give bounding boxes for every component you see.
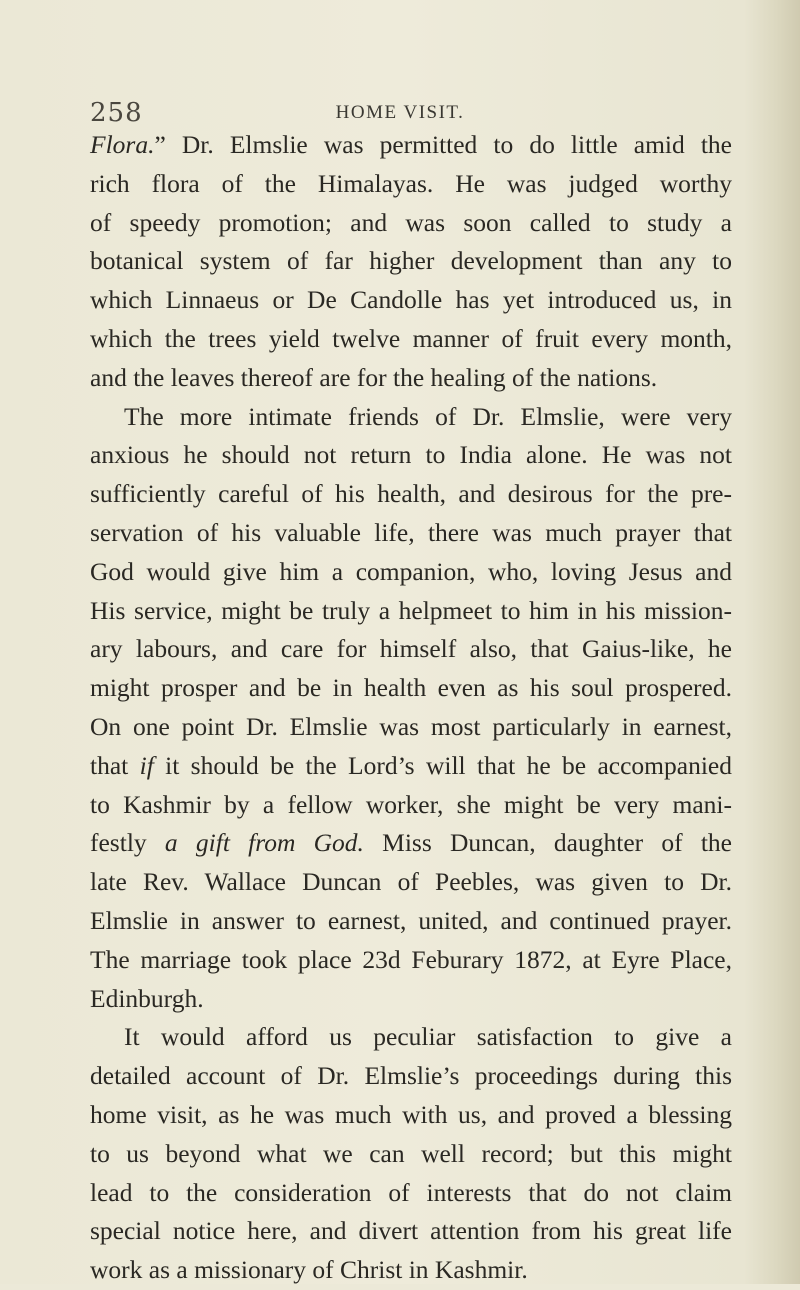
text-line: Flora.” Dr. Elmslie was permitted to do little amid the — [90, 130, 732, 159]
text-line: Elmslie in answer to earnest, united, and continued prayer. — [90, 905, 732, 935]
text-line: The marriage took place 23d Feburary 1872, at Eyre Place, — [90, 944, 732, 974]
text-line: of speedy promotion; and was soon called to study a — [90, 207, 732, 237]
text-line: detailed account of Dr. Elmslie’s proceedings during this — [90, 1061, 732, 1091]
text-line: to Kashmir by a fellow worker, she might be very mani- — [90, 789, 732, 819]
text-line: God would give him a companion, who, loving Jesus and — [90, 556, 732, 586]
text-line: lead to the consideration of interests that do not claim — [90, 1177, 732, 1207]
text-line: ary labours, and care for himself also, that Gaius-like, he — [90, 634, 732, 664]
text-line: late Rev. Wallace Duncan of Peebles, was given to Dr. — [90, 867, 732, 897]
text-line: festly a gift from God. Miss Duncan, daughter of the — [90, 828, 733, 858]
text-line: special notice here, and divert attention from his great life — [90, 1216, 732, 1246]
text-line: and the leaves thereof are for the healing of the nations. — [90, 362, 658, 392]
text-line: which Linnaeus or De Candolle has yet introduced us, in — [90, 285, 732, 315]
text-line: His service, might be truly a helpmeet to him in his mission- — [90, 595, 732, 625]
text-line: The more intimate friends of Dr. Elmslie, were very — [124, 401, 732, 431]
text-line: servation of his valuable life, there was much prayer that — [90, 517, 732, 547]
running-head: HOME VISIT. — [335, 102, 465, 123]
text-line: anxious he should not return to India alone. He was not — [90, 440, 732, 470]
text-line: home visit, as he was much with us, and proved a blessing — [90, 1099, 732, 1129]
text-line: which the trees yield twelve manner of fruit every month, — [90, 323, 732, 353]
text-line: On one point Dr. Elmslie was most particularly in earnest, — [90, 711, 732, 741]
text-line: botanical system of far higher development than any to — [90, 246, 732, 276]
text-line: sufficiently careful of his health, and desirous for the pre- — [90, 479, 732, 509]
text-line: It would afford us peculiar satisfaction to give a — [124, 1022, 732, 1052]
text-line: work as a missionary of Christ in Kashmir. — [90, 1255, 528, 1285]
text-line: rich flora of the Himalayas. He was judged worthy — [90, 168, 732, 198]
text-line: Edinburgh. — [90, 983, 204, 1013]
text-line: to us beyond what we can well record; but this might — [90, 1138, 732, 1168]
body-text — [90, 126, 732, 1290]
text-line: that if it should be the Lord’s will that he be accompanied — [90, 750, 732, 780]
text-line: might prosper and be in health even as his soul prospered. — [90, 673, 732, 703]
page-number: 258 — [90, 98, 143, 128]
